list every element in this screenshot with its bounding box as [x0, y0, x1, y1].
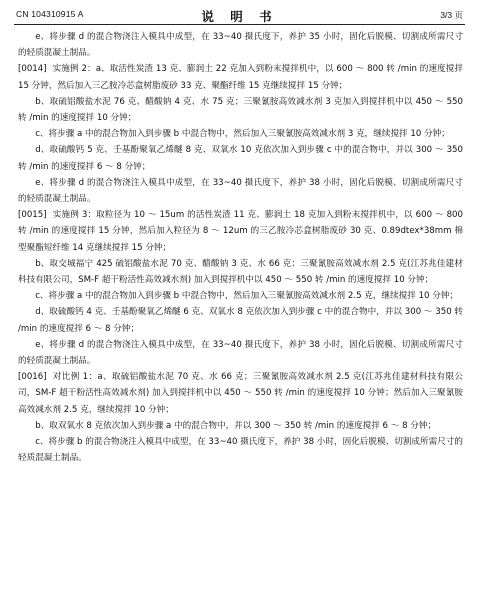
paragraph-text: d、取硫酸钙 4 克、壬基酚聚氧乙烯醚 6 克、双氧水 8 克依次加入到步骤 c 中的混合物中，并以 300 ～ 350 转 /min 的速度搅拌 6 ～ 8 分钟； [18, 307, 463, 334]
paragraph [18, 256, 463, 288]
paragraph-text: 对比例 1：a、取硫铝酸盐水泥 70 克、水 66 克；三聚氰胺高效减水剂 2.5 克(江苏兆佳建材科技有限公司，SM-F 超干粉活性高效减水剂) 加入到搅拌机中以 450 ～ 550 转 /min 的速度搅拌 10 分钟；然后加入三聚氰胺高效减水剂 2.5 克，继续搅拌 10 分钟； [18, 372, 463, 415]
paragraph-text: d、取硫酸钙 5 克、壬基酚聚氧乙烯醚 8 克、双氧水 10 克依次加入到步骤 c 中的混合物中，并以 300 ～ 350 转 /min 的速度搅拌 6 ～ 8 分钟； [18, 145, 463, 172]
paragraph-text: c、将步骤 a 中的混合物加入到步骤 b 中混合物中，然后加入三聚氰胺高效减水剂 2.5 克，继续搅拌 10 分钟； [35, 291, 459, 302]
document-title: 说 明 书 [201, 9, 278, 24]
paragraph [18, 434, 463, 466]
paragraph-text: 实施例 3：取粒径为 10 ～ 15um 的活性炭渣 11 克、膨润土 18 克加入到粉末搅拌机中，以 600 ～ 800 转 /min 的速度搅拌 15 分钟，然后加入粒径为 8 ～ 12um 的三乙胺冷芯盒树脂废砂 30 克、0.89dtex*38mm 棉型聚酯短纤维 14 克继续搅拌 15 分钟； [18, 210, 463, 253]
paragraph-number: [0014] [18, 64, 47, 75]
paragraph-text: e、将步骤 d 的混合物浇注入模具中成型，在 33~40 摄氏度下，养护 38 小时，固化后脱模、切割成所需尺寸的轻质混凝土制品。 [18, 339, 463, 367]
paragraph [18, 418, 463, 434]
document-body [18, 29, 463, 466]
header-rule [14, 24, 465, 25]
paragraph [18, 29, 463, 61]
paragraph [18, 175, 463, 207]
paragraph-text: b、取交城福宁 425 硫铝酸盐水泥 70 克、醋酸钠 3 克、水 66 克；三聚氰胺高效减水剂 2.5 克(江苏兆佳建材科技有限公司，SM-F 超干粉活性高效减水剂) 加入到搅拌机中以 450 ～ 550 转 /min 的速度搅拌 10 分钟； [18, 258, 463, 286]
paragraph-text: 实施例 2：a、取活性炭渣 13 克、膨润土 22 克加入到粉末搅拌机中，以 600 ～ 800 转 /min 的速度搅拌 15 分钟，然后加入三乙胺冷芯盒树脂废砂 33 克、聚酯纤维 15 克继续搅拌 15 分钟； [18, 64, 463, 91]
paragraph [18, 304, 463, 336]
paragraph [18, 207, 463, 256]
paragraph-text: b、取硫铝酸盐水泥 76 克、醋酸钠 4 克、水 75 克；三聚氰胺高效减水剂 3 克加入到搅拌机中以 450 ～ 550 转 /min 的速度搅拌 10 分钟； [18, 96, 463, 124]
paragraph [18, 369, 463, 418]
page-number: 3/3 页 [440, 10, 463, 20]
paragraph [18, 142, 463, 174]
paragraph [18, 61, 463, 93]
publication-number: CN 104310915 A [16, 9, 84, 19]
page-header [16, 7, 463, 23]
paragraph-text: b、取双氧水 8 克依次加入到步骤 a 中的混合物中，并以 300 ～ 350 转 /min 的速度搅拌 6 ～ 8 分钟； [35, 420, 437, 431]
paragraph-text: c、将步骤 b 的混合物浇注入模具中成型，在 33~40 摄氏度下，养护 38 小时，固化后脱模、切割成所需尺寸的轻质混凝土制品。 [18, 437, 463, 464]
paragraph-number: [0016] [18, 372, 47, 383]
paragraph [18, 288, 463, 304]
paragraph [18, 94, 463, 126]
paragraph-text: e、将步骤 d 的混合物浇注入模具中成型，在 33~40 摄氏度下，养护 35 小时，固化后脱模、切割成所需尺寸的轻质混凝土制品。 [18, 32, 463, 59]
paragraph [18, 337, 463, 369]
paragraph-text: e、将步骤 d 的混合物浇注入模具中成型，在 33~40 摄氏度下，养护 38 小时，固化后脱模、切割成所需尺寸的轻质混凝土制品。 [18, 177, 463, 205]
paragraph-text: c、将步骤 a 中的混合物加入到步骤 b 中混合物中，然后加入三聚氰胺高效减水剂 3 克，继续搅拌 10 分钟； [35, 129, 450, 140]
paragraph-number: [0015] [18, 210, 47, 221]
paragraph [18, 126, 463, 142]
